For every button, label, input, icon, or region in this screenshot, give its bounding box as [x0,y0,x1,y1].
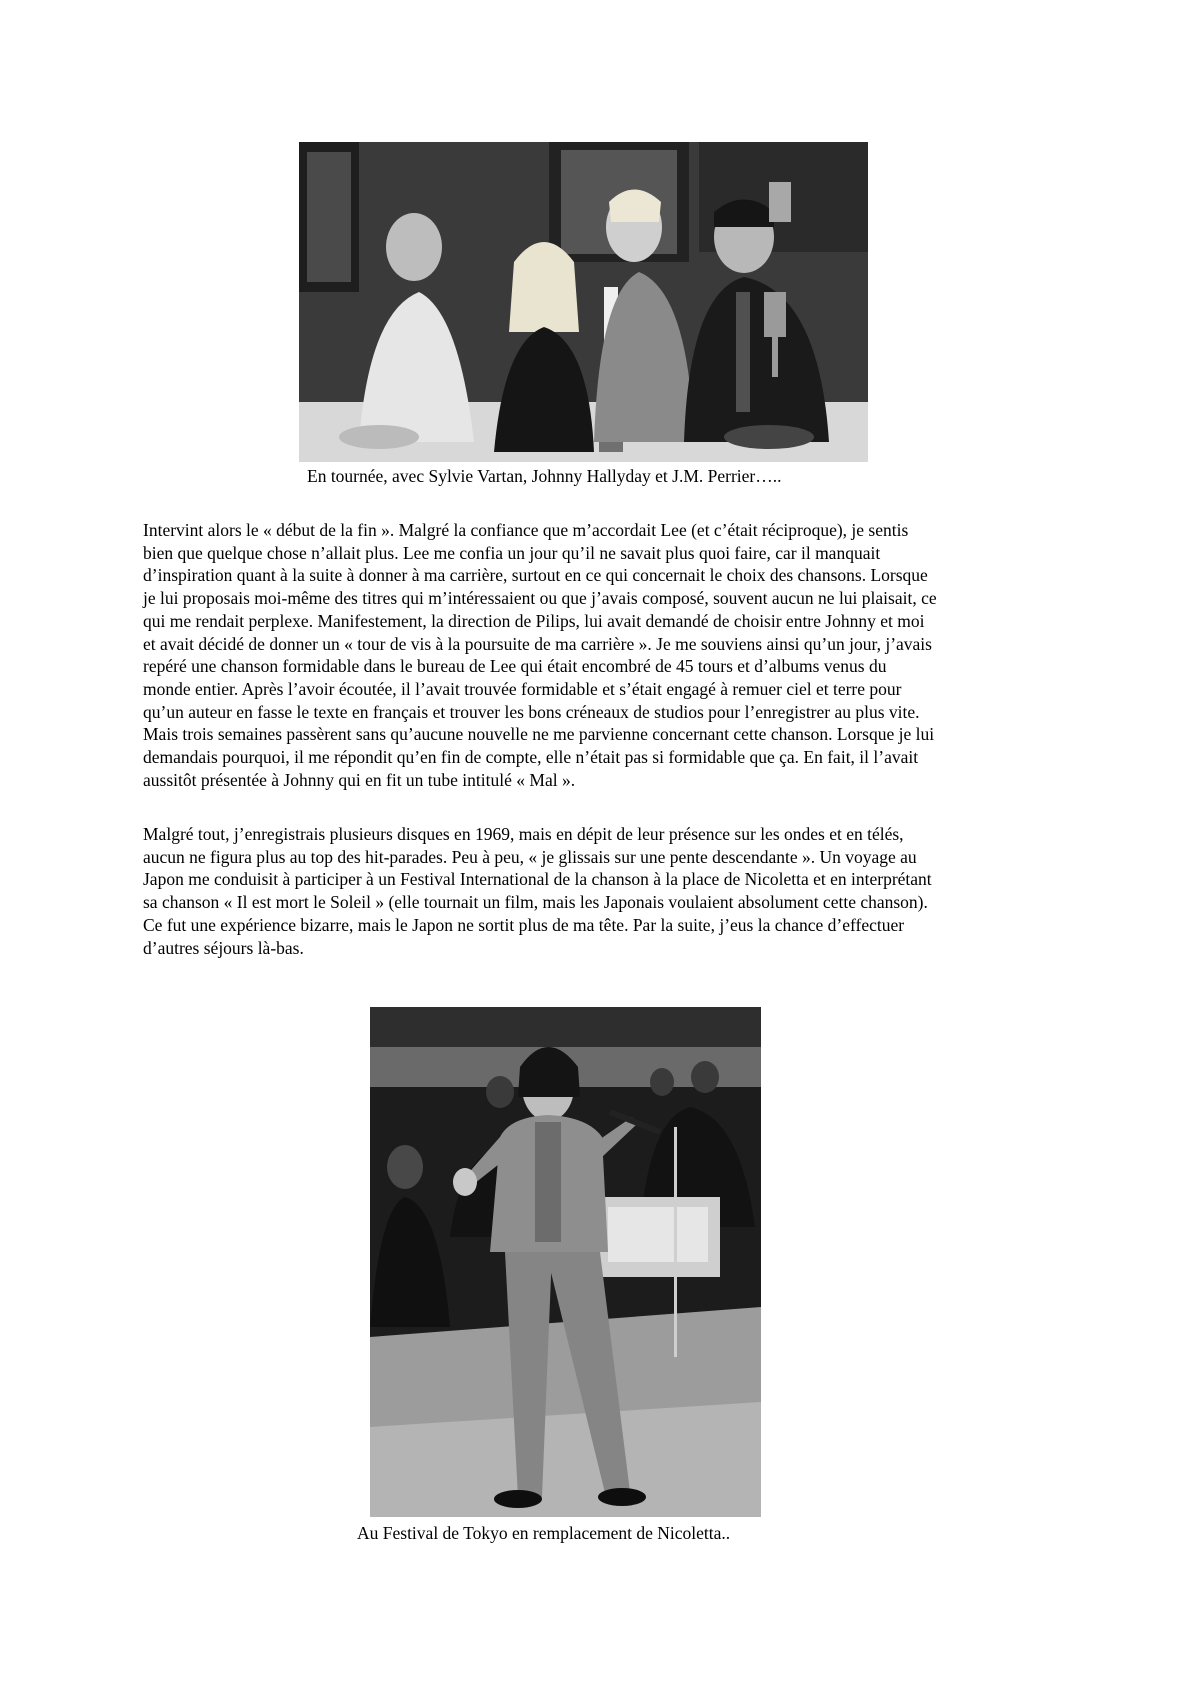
tokyo-festival-photo-illustration [370,1007,761,1517]
tour-photo-caption: En tournée, avec Sylvie Vartan, Johnny Hallyday et J.M. Perrier….. [307,466,782,486]
tokyo-festival-photo [370,1007,761,1517]
paragraph-line: d’autres séjours là-bas. [143,937,304,958]
paragraph-line: Mais trois semaines passèrent sans qu’aucune nouvelle ne me parvienne concernant cette chanson. Lorsque je lui [143,724,935,745]
paragraph-line: qu’un auteur en fasse le texte en français et trouver les bons créneaux de studios pour l’enregistrer au plus vite. [143,701,920,722]
body-paragraph [143,519,1058,791]
paragraph-line: repéré une chanson formidable dans le bureau de Lee qui était encombré de 45 tours et d’albums venus du [143,656,887,677]
paragraph-line: qui me rendait perplexe. Manifestement, la direction de Pilips, lui avait demandé de choisir entre Johnny et moi [143,610,925,631]
paragraph-line: je lui proposais moi-même des titres qui m’intéressaient ou que j’avais composé, souvent aucun ne lui plaisait, ce [143,588,937,609]
paragraph-line: Intervint alors le « début de la fin ». Malgré la confiance que m’accordait Lee (et c’était réciproque), je sentis [143,520,909,540]
paragraph-line: et avait décidé de donner un « tour de vis à la poursuite de ma carrière ». Je me souviens ainsi qu’un jour, j’avais [143,633,932,654]
tour-group-photo-illustration [299,142,868,462]
body-paragraph [143,823,1058,959]
tokyo-photo-caption: Au Festival de Tokyo en remplacement de Nicoletta.. [357,1523,731,1543]
paragraph-line: demandais pourquoi, il me répondit qu’en fin de compte, elle n’était pas si formidable que ça. En fait, il l’avait [143,747,919,768]
paragraph-line: sa chanson « Il est mort le Soleil » (elle tournait un film, mais les Japonais voulaient absolument cette chanson). [143,892,928,913]
paragraph-line: aucun ne figura plus au top des hit-parades. Peu à peu, « je glissais sur une pente descendante ». Un voyage au [143,846,917,867]
tour-group-photo [299,142,868,462]
paragraph-line: Malgré tout, j’enregistrais plusieurs disques en 1969, mais en dépit de leur présence sur les ondes et en télés, [143,824,904,844]
paragraph-line: monde entier. Après l’avoir écoutée, il l’avait trouvée formidable et s’était engagé à remuer ciel et terre pour [143,678,902,699]
paragraph-line: aussitôt présentée à Johnny qui en fit un tube intitulé « Mal ». [143,769,576,790]
paragraph-line: d’inspiration quant à la suite à donner à ma carrière, surtout en ce qui concernait le choix des chansons. Lorsque [143,565,928,586]
paragraph-line: Japon me conduisit à participer à un Festival International de la chanson à la place de Nicoletta et en interprétant [143,869,932,890]
paragraph-line: Ce fut une expérience bizarre, mais le Japon ne sortit plus de ma tête. Par la suite, j’eus la chance d’effectuer [143,914,905,935]
paragraph-line: bien que quelque chose n’allait plus. Lee me confia un jour qu’il ne savait plus quoi faire, car il manquait [143,542,881,563]
